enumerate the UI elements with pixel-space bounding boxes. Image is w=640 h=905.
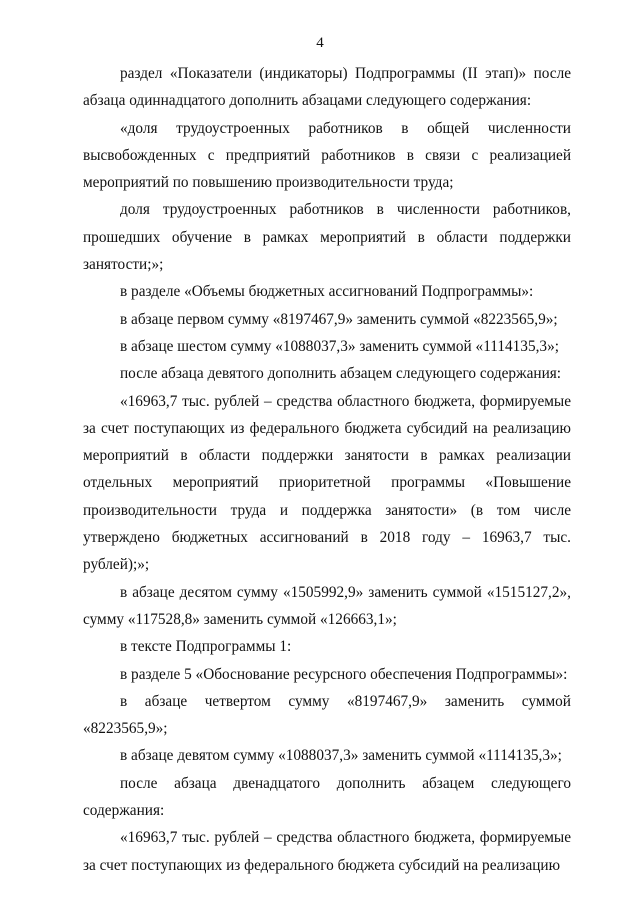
paragraph-line: занятости;»; bbox=[83, 256, 164, 274]
paragraph bbox=[83, 306, 571, 333]
paragraph-line: «16963,7 тыс. рублей – средства областного бюджета, формируемые bbox=[120, 392, 571, 410]
paragraph-line: в разделе «Объемы бюджетных ассигнований Подпрограммы»: bbox=[120, 283, 534, 301]
paragraph-line: за счет поступающих из федерального бюджета субсидий на реализацию bbox=[83, 856, 561, 874]
paragraph-line: сумму «117528,8» заменить суммой «126663,1»; bbox=[83, 610, 397, 628]
paragraph-line: в абзаце девятом сумму «1088037,3» заменить суммой «1114135,3»; bbox=[120, 747, 562, 765]
paragraph-line: «8223565,9»; bbox=[83, 720, 168, 738]
paragraph-line: в абзаце четвертом сумму «8197467,9» заменить суммой bbox=[120, 692, 571, 710]
paragraph bbox=[83, 360, 571, 387]
document-body bbox=[83, 60, 571, 879]
paragraph-line: отдельных мероприятий приоритетной программы «Повышение bbox=[83, 474, 571, 492]
paragraph bbox=[83, 60, 571, 115]
paragraph-line: после абзаца двенадцатого дополнить абзацем следующего bbox=[120, 774, 571, 792]
paragraph-line: доля трудоустроенных работников в численности работников, bbox=[120, 201, 571, 219]
paragraph bbox=[83, 278, 571, 305]
paragraph-line: «доля трудоустроенных работников в общей численности bbox=[120, 119, 571, 137]
paragraph bbox=[83, 633, 571, 660]
paragraph bbox=[83, 579, 571, 634]
paragraph-line: абзаца одиннадцатого дополнить абзацами следующего содержания: bbox=[83, 92, 532, 110]
paragraph-line: производительности труда и поддержка занятости» (в том числе bbox=[83, 501, 571, 519]
paragraph-line: рублей);»; bbox=[83, 556, 150, 574]
paragraph-line: мероприятий в области поддержки занятости в рамках реализации bbox=[83, 447, 571, 465]
paragraph-line: высвобожденных с предприятий работников в связи с реализацией bbox=[83, 146, 571, 164]
paragraph-line: мероприятий по повышению производительности труда; bbox=[83, 174, 454, 192]
paragraph bbox=[83, 333, 571, 360]
paragraph bbox=[83, 824, 571, 879]
paragraph-line: в разделе 5 «Обоснование ресурсного обеспечения Подпрограммы»: bbox=[120, 665, 568, 683]
paragraph-line: раздел «Показатели (индикаторы) Подпрограммы (II этап)» после bbox=[120, 65, 571, 82]
paragraph-line: после абзаца девятого дополнить абзацем следующего содержания: bbox=[120, 365, 562, 383]
paragraph bbox=[83, 688, 571, 743]
paragraph-line: содержания: bbox=[83, 802, 165, 820]
page-number: 4 bbox=[316, 35, 324, 51]
paragraph bbox=[83, 196, 571, 278]
paragraph-line: утверждено бюджетных ассигнований в 2018 году – 16963,7 тыс. bbox=[83, 529, 571, 547]
paragraph-line: в абзаце десятом сумму «1505992,9» заменить суммой «1515127,2», bbox=[120, 583, 571, 601]
paragraph bbox=[83, 770, 571, 825]
paragraph-line: «16963,7 тыс. рублей – средства областного бюджета, формируемые bbox=[120, 829, 571, 847]
paragraph-line: в абзаце шестом сумму «1088037,3» заменить суммой «1114135,3»; bbox=[120, 337, 559, 355]
paragraph-line: в тексте Подпрограммы 1: bbox=[120, 638, 292, 656]
paragraph bbox=[83, 388, 571, 579]
paragraph bbox=[83, 661, 571, 688]
paragraph bbox=[83, 742, 571, 769]
paragraph bbox=[83, 115, 571, 197]
paragraph-line: в абзаце первом сумму «8197467,9» заменить суммой «8223565,9»; bbox=[120, 310, 558, 328]
paragraph-line: прошедших обучение в рамках мероприятий в области поддержки bbox=[83, 228, 571, 246]
paragraph-line: за счет поступающих из федерального бюджета субсидий на реализацию bbox=[83, 419, 571, 437]
